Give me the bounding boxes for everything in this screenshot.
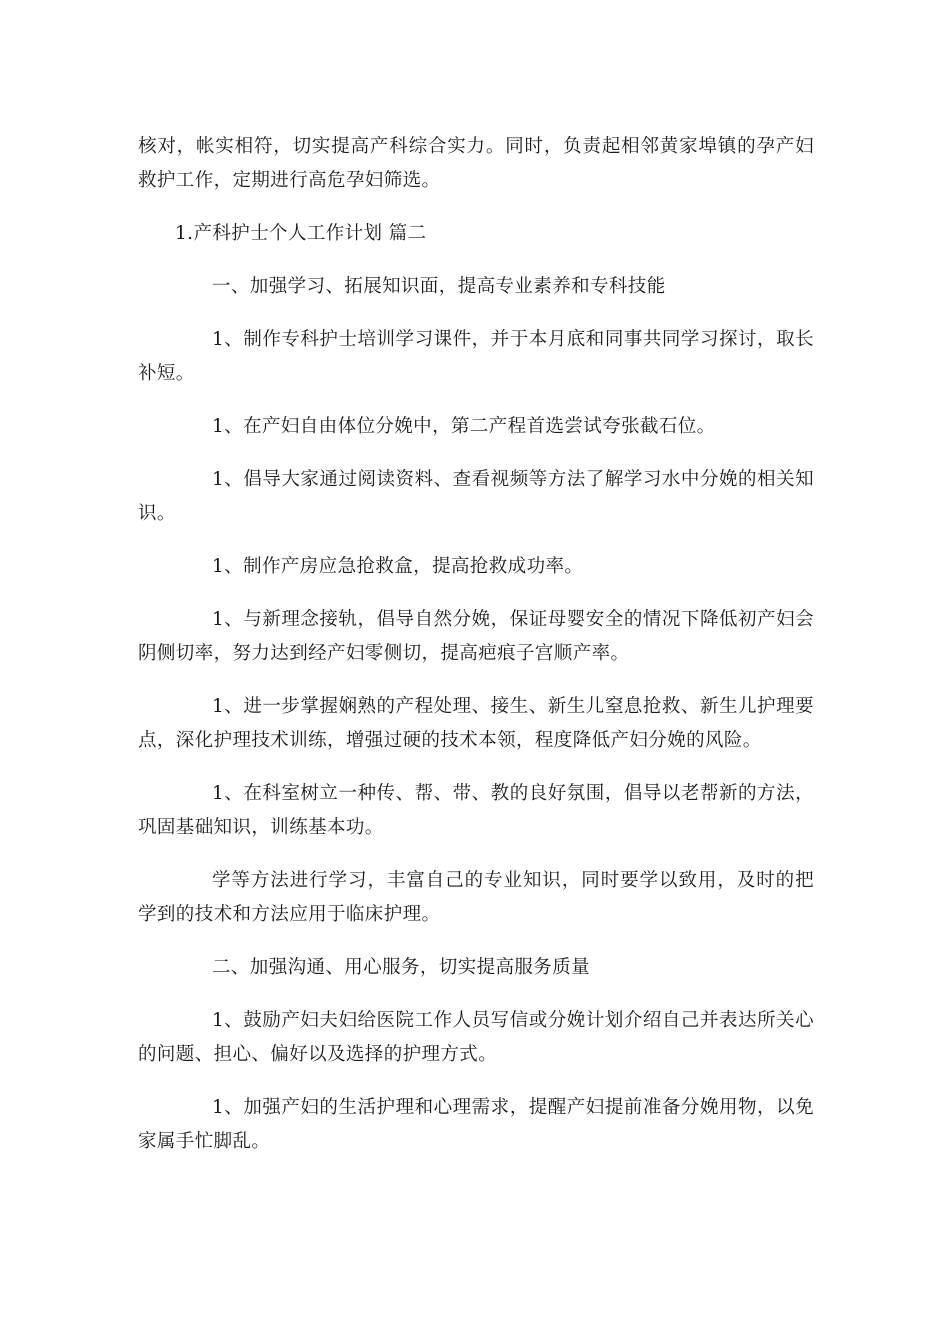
document-page [138, 130, 814, 1178]
list-item: 1、与新理念接轨，倡导自然分娩，保证母婴安全的情况下降低初产妇会阴侧切率，努力达到经产妇零侧切，提高疤痕子宫顺产率。 [138, 609, 814, 664]
list-item: 1、加强产妇的生活护理和心理需求，提醒产妇提前准备分娩用物，以免家属手忙脚乱。 [138, 1097, 814, 1152]
paragraph: 学等方法进行学习，丰富自己的专业知识，同时要学以致用，及时的把学到的技术和方法应用于临床护理。 [138, 870, 814, 925]
list-item: 1、在科室树立一种传、帮、带、教的良好氛围，倡导以老帮新的方法，巩固基础知识，训练基本功。 [138, 783, 814, 838]
subsection-heading-2: 二、加强沟通、用心服务，切实提高服务质量 [212, 957, 591, 978]
paragraph-continuation: 核对，帐实相符，切实提高产科综合实力。同时，负责起相邻黄家埠镇的孕产妇救护工作，定期进行高危孕妇筛选。 [138, 136, 814, 191]
list-item: 1、在产妇自由体位分娩中，第二产程首选尝试夸张截石位。 [212, 416, 716, 437]
list-item: 1、鼓励产妇夫妇给医院工作人员写信或分娩计划介绍自己并表达所关心的问题、担心、偏好以及选择的护理方式。 [138, 1010, 814, 1065]
list-item: 1、进一步掌握娴熟的产程处理、接生、新生儿窒息抢救、新生儿护理要点，深化护理技术训练，增强过硬的技术本领，程度降低产妇分娩的风险。 [138, 696, 814, 751]
subsection-heading-1: 一、加强学习、拓展知识面，提高专业素养和专科技能 [212, 276, 666, 297]
list-item: 1、制作专科护士培训学习课件，并于本月底和同事共同学习探讨，取长补短。 [138, 329, 814, 384]
list-item: 1、倡导大家通过阅读资料、查看视频等方法了解学习水中分娩的相关知识。 [138, 469, 814, 524]
section-heading-part-two: 1.产科护士个人工作计划 篇二 [175, 223, 427, 244]
list-item: 1、制作产房应急抢救盒，提高抢救成功率。 [212, 556, 584, 577]
